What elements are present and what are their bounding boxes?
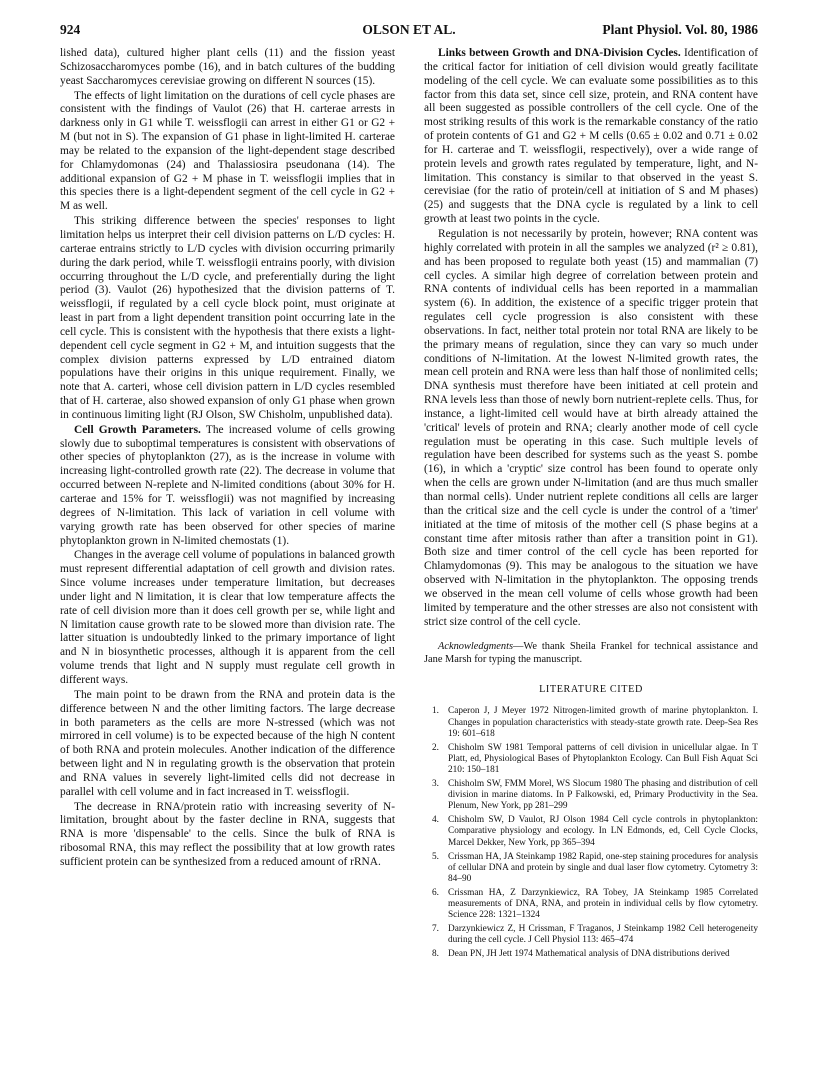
- reference-number: 1.: [432, 706, 439, 717]
- reference-text: Chisholm SW, FMM Morel, WS Slocum 1980 The phasing and distribution of cell division in marine diatoms. In P Falkowski, ed, Primary Productivity in the Sea. Plenum, New York, pp 281–299: [448, 779, 758, 812]
- reference-item: [424, 924, 758, 946]
- reference-item: [424, 743, 758, 776]
- reference-number: 5.: [432, 851, 439, 862]
- paragraph-cell-growth: [60, 424, 395, 549]
- reference-text: Chisholm SW, D Vaulot, RJ Olson 1984 Cell cycle controls in phytoplankton: Comparative physiology and ecology. In LN Edmonds, ed, Cell Cycle Clocks, Marcel Dekker, New York, pp 365–394: [448, 815, 758, 848]
- paragraph: The main point to be drawn from the RNA and protein data is the difference between N and the other limiting factors. The large decrease in both parameters as the cells are more N-stressed (which was not mirrored in cell volume) is to be expected because of the high N content of both RNA and protein molecules. Another indication of the difference between light and N in regulating growth is the observation that protein and RNA values in severely light-limited cells did not decrease in parallel with cell volume and in fact increased in T. weissflogii.: [60, 688, 395, 798]
- paragraph-text: The increased volume of cells growing slowly due to suboptimal temperatures is consistent with observations of other species of phytoplankton (27), as is the increase in volume with increasing light-controlled growth rate (22). The decrease in volume that occurred between N-replete and N-limited conditions (about 30% for H. carterae and 15% for T. weissflogii) was not magnified by increasing degrees of N-limitation. This lack of variation in cell volume with varying growth rate has been observed for other species of marine phytoplankton grown in N-limited chemostats (1).: [60, 423, 395, 547]
- paragraph: lished data), cultured higher plant cells (11) and the fission yeast Schizosaccharomyces pombe (16), and in batch cultures of the budding yeast Saccharomyces cerevisiae growing on different N sources (15).: [60, 47, 395, 87]
- section-heading-links: Links between Growth and DNA-Division Cycles.: [438, 47, 681, 59]
- paragraph: This striking difference between the species' responses to light limitation helps us interpret their cell division patterns on L/D cycles: H. carterae entrains strictly to L/D cycles with division occurring primarily during the dark period, while T. weissflogii entrains poorly, with division occurring throughout the L/D cycle, and preferentially during the light period (3). Vaulot (26) hypothesized that the division patterns of T. weissflogii, if regulated by a cell cycle block point, must originate at least in part from a light dependent transition point occurring late in the cell cycle. This is consistent with the hypothesis that there exists a light-dependent cell cycle segment in G2 + M, and intuition suggests that the complex division patterns expressed by L/D entrained diatom populations have their origins in this unique requirement. Finally, we note that A. carteri, whose cell division pattern in L/D cycles resembled that of H. carterae, also showed expansion of only G1 phase when grown in continuous limiting light (RJ Olson, SW Chisholm, unpublished data).: [60, 215, 395, 421]
- acknowledgments: [424, 641, 758, 666]
- reference-item: [424, 815, 758, 848]
- reference-text: Crissman HA, Z Darzynkiewicz, RA Tobey, JA Steinkamp 1985 Correlated measurements of DNA, RNA, and protein in individual cells by flow cytometry. Science 228: 1321–1324: [448, 887, 758, 921]
- paragraph-text: Identification of the critical factor for initiation of cell division would greatly facilitate modeling of the cell cycle. We can evaluate some possibilities as to this factor from this data set, since cell size, protein, and RNA content have all been suggested as possible controllers of the cell cycle. One of the most striking results of this work is the remarkable constancy of the ratio of protein contents of G1 and G2 + M cells (0.65 ± 0.02 and 0.71 ± 0.02 for H. carterae and T. weissflogii, respectively), over a wide range of protein levels and growth rates regulated by temperature, light, and N-limitation. This constancy is similar to that observed in the yeast S. cerevisiae (for the ratio of protein/cell at initiation of S and M phases) (25) and suggests that the DNA cycle is regulated by a link to cell growth at least two points in the cycle.: [424, 47, 758, 226]
- reference-number: 2.: [432, 742, 439, 753]
- section-heading-cell-growth: Cell Growth Parameters.: [74, 423, 201, 436]
- left-column: [60, 47, 395, 870]
- paragraph: The decrease in RNA/protein ratio with increasing severity of N-limitation, brought about by the faster decline in RNA, suggests that RNA is more 'dispensable' to the cells. Since the bulk of RNA is ribosomal RNA, this may reflect the possibility that at low growth rates sufficient protein can be synthesized from a reduced amount of rRNA.: [60, 800, 395, 868]
- paragraph-links: [424, 47, 758, 227]
- references-heading: LITERATURE CITED: [539, 683, 643, 695]
- reference-text: Darzynkiewicz Z, H Crissman, F Traganos, J Steinkamp 1982 Cell heterogeneity during the cell cycle. J Cell Physiol 113: 465–474: [448, 924, 758, 946]
- reference-item: [424, 888, 758, 921]
- reference-item: [424, 949, 758, 960]
- running-authors: OLSON ET AL.: [362, 22, 456, 37]
- paragraph: Changes in the average cell volume of populations in balanced growth must represent differential adaptation of cell growth and division rates. Since volume increases under temperature limitation, but decreases under light and N limitation, it is clear that low temperature affects the rate of cell division more than it does cell growth per se, while light and N limitation cause growth rate to be slowed more than division rate. The latter situation is undoubtedly linked to the primary importance of light and N in biosynthetic processes, although it is apparent from the cell volume trends that light and N supply must regulate cell growth in different ways.: [60, 549, 395, 686]
- reference-text: Dean PN, JH Jett 1974 Mathematical analysis of DNA distributions derived: [448, 949, 730, 960]
- reference-item: [424, 779, 758, 812]
- acknowledgments-text: —We thank Sheila Frankel for technical assistance and Jane Marsh for typing the manuscript.: [424, 641, 758, 666]
- reference-text: Chisholm SW 1981 Temporal patterns of cell division in unicellular algae. In T Platt, ed, Physiological Bases of Phytoplankton Ecology. Can Bull Fish Aquat Sci 210: 150–181: [448, 742, 758, 775]
- reference-text: Caperon J, J Meyer 1972 Nitrogen-limited growth of marine phytoplankton. I. Changes in population characteristics with steady-state growth rate. Deep-Sea Res 19: 601–618: [448, 706, 758, 739]
- right-column: [424, 47, 758, 963]
- page-header: [60, 22, 758, 42]
- reference-list: [424, 706, 758, 960]
- reference-number: 4.: [432, 815, 439, 826]
- reference-number: 8.: [432, 949, 439, 960]
- reference-number: 6.: [432, 887, 439, 898]
- reference-number: 7.: [432, 924, 439, 935]
- reference-text: Crissman HA, JA Steinkamp 1982 Rapid, one-step staining procedures for analysis of cellular DNA and protein by single and dual laser flow cytometry. Cytometry 3: 84–90: [448, 851, 758, 884]
- journal-citation: Plant Physiol. Vol. 80, 1986: [602, 22, 758, 37]
- page-number: 924: [60, 22, 81, 37]
- reference-item: [424, 852, 758, 885]
- paragraph: The effects of light limitation on the durations of cell cycle phases are consistent with the findings of Vaulot (26) that H. carterae arrests in darkness only in G1 while T. weissflogii can arrest in either G1 or G2 + M (but not in S). The expansion of G1 phase in light-limited H. carterae may be related to the expansion of the light-dependent stage described for Chlamydomonas (24) and Thalassiosira pseudonana (14). The additional expansion of G2 + M phase in T. weissflogii implies that in this species there is a light-dependent segment of the cell cycle in G2 + M as well.: [60, 89, 395, 213]
- acknowledgments-label: Acknowledgments: [438, 641, 514, 653]
- reference-item: [424, 706, 758, 739]
- paragraph: Regulation is not necessarily by protein, however; RNA content was highly correlated with protein in all the samples we analyzed (r² ≥ 0.81), and has been proposed to regulate both yeast (15) and mammalian (7) cell cycles. A similar high degree of correlation between protein and RNA contents of individual cells has been reported in a mammalian system (6). In addition, the existence of a specific trigger protein that regulates cell cycle progression is also consistent with these observations. In fact, neither total protein nor total RNA are likely to be the primary means of regulation, since they can vary so much under conditions of N-limitation. At the lowest N-limited growth rates, the mean cell protein and RNA were less than half those of nonlimited cells; DNA synthesis must therefore have been initiated at cell protein and RNA levels less than those of newly born nutrient-replete cells. Thus, for instance, a light-limited cell would have at birth already attained the 'critical' levels of protein and RNA; clearly another mode of cell cycle regulation must be operating in this case. Such multiple levels of regulation have been described for systems such as the yeast S. pombe (16), in which a 'cryptic' size control has been found to operate only when the cells are grown under N-limitation (and are thus much smaller than normal cells). Under nutrient replete conditions all cells are larger than the critical size and the cell cycle is under the control of a 'timer' initiated at the time of mitosis of the mother cell (S phase begins at a constant time after mitosis rather than after a transition point in G1). Both size and timer control of the cell cycle has been reported for Chlamydomonas (9). This may be analogous to the situation we have observed with N-limitation in the phytoplankton. The opposing trends we observed in the mean cell volume of cells whose growth had been limited by temperature and the other stresses are also not consistent with strict size control of the cell cycle.: [424, 227, 758, 628]
- reference-number: 3.: [432, 779, 439, 790]
